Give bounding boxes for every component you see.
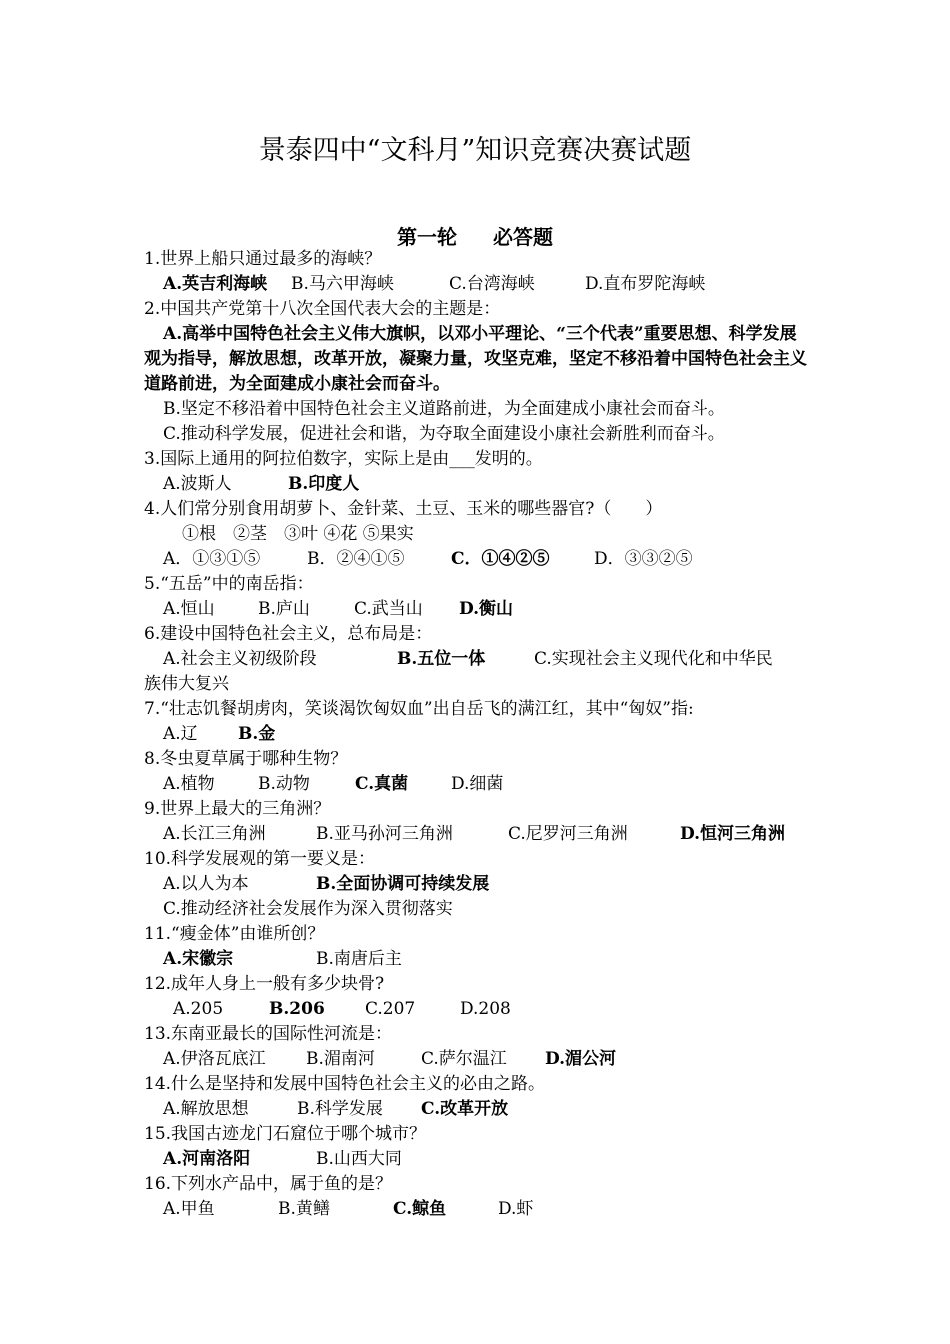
option-9-b: B.亚马孙河三角洲 bbox=[316, 824, 453, 844]
option-1-a: A.英吉利海峡 bbox=[163, 274, 268, 294]
option-5-b: B.庐山 bbox=[258, 599, 310, 619]
option-1-c: C.台湾海峡 bbox=[449, 274, 535, 294]
option-10-c: C.推动经济社会发展作为深入贯彻落实 bbox=[163, 899, 453, 919]
question-7: 7.“壮志饥餐胡虏肉，笑谈渴饮匈奴血”出自岳飞的满江红，其中“匈奴”指: bbox=[144, 699, 694, 719]
option-14-a: A.解放思想 bbox=[163, 1099, 249, 1119]
option-8-a: A.植物 bbox=[163, 774, 215, 794]
option-6-b: B.五位一体 bbox=[397, 649, 486, 669]
option-16-c: C.鲸鱼 bbox=[393, 1199, 447, 1219]
option-2-c: C.推动科学发展，促进社会和谐，为夺取全面建设小康社会新胜利而奋斗。 bbox=[163, 424, 725, 444]
exam-title: 景泰四中“文科月”知识竞赛决赛试题 bbox=[258, 135, 692, 166]
option-1-b: B.马六甲海峡 bbox=[291, 274, 394, 294]
options-4 bbox=[163, 547, 693, 572]
option-16-b: B.黄鳝 bbox=[278, 1199, 330, 1219]
options-11 bbox=[163, 947, 402, 972]
round-number: 第一轮 bbox=[397, 225, 457, 249]
options-10 bbox=[163, 872, 489, 897]
options-6 bbox=[163, 647, 773, 672]
option-15-b: B.山西大同 bbox=[316, 1149, 402, 1169]
option-6-c: C.实现社会主义现代化和中华民 bbox=[534, 649, 773, 669]
option-3-a: A.波斯人 bbox=[163, 474, 232, 494]
question-1: 1.世界上船只通过最多的海峡？ bbox=[144, 249, 382, 269]
question-10: 10.科学发展观的第一要义是： bbox=[144, 849, 376, 869]
option-10-b: B.全面协调可持续发展 bbox=[316, 874, 490, 894]
option-13-b: B.湄南河 bbox=[306, 1049, 375, 1069]
option-7-a: A.辽 bbox=[163, 724, 198, 744]
round-heading bbox=[0, 223, 950, 251]
option-16-d: D.虾 bbox=[498, 1199, 534, 1219]
question-14: 14.什么是坚持和发展中国特色社会主义的必由之路。 bbox=[144, 1074, 546, 1094]
option-8-d: D.细菌 bbox=[451, 774, 504, 794]
option-12-d: D.208 bbox=[460, 999, 511, 1019]
question-6: 6.建设中国特色社会主义，总布局是： bbox=[144, 624, 433, 644]
question-8: 8.冬虫夏草属于哪种生物？ bbox=[144, 749, 348, 769]
option-13-c: C.萨尔温江 bbox=[421, 1049, 507, 1069]
question-15: 15.我国古迹龙门石窟位于哪个城市？ bbox=[144, 1124, 427, 1144]
options-12 bbox=[173, 997, 511, 1022]
question-11: 11.“瘦金体”由谁所创？ bbox=[144, 924, 325, 944]
round-type: 必答题 bbox=[493, 225, 553, 249]
option-12-a: A.205 bbox=[173, 999, 224, 1019]
options-1 bbox=[163, 272, 705, 297]
question-13: 13.东南亚最长的国际性河流是： bbox=[144, 1024, 393, 1044]
option-9-d: D.恒河三角洲 bbox=[680, 824, 786, 844]
question-4: 4.人们常分别食用胡萝卜、金针菜、土豆、玉米的哪些器官?（ ） bbox=[144, 499, 663, 519]
question-3: 3.国际上通用的阿拉伯数字，实际上是由___发明的。 bbox=[144, 449, 543, 469]
option-12-b: B.206 bbox=[269, 999, 325, 1019]
option-5-c: C.武当山 bbox=[354, 599, 423, 619]
option-4-c: C．①④②⑤ bbox=[451, 549, 550, 569]
option-10-a: A.以人为本 bbox=[163, 874, 249, 894]
question-2: 2.中国共产党第十八次全国代表大会的主题是： bbox=[144, 299, 501, 319]
option-4-b: B．②④①⑤ bbox=[307, 549, 405, 569]
options-8 bbox=[163, 772, 503, 797]
question-9: 9.世界上最大的三角洲？ bbox=[144, 799, 331, 819]
options-7 bbox=[163, 722, 275, 747]
question-12: 12.成年人身上一般有多少块骨? bbox=[144, 974, 385, 994]
option-1-d: D.直布罗陀海峡 bbox=[585, 274, 706, 294]
options-9 bbox=[163, 822, 785, 847]
options-14 bbox=[163, 1097, 508, 1122]
option-2-a: A.高举中国特色社会主义伟大旗帜，以邓小平理论、“三个代表”重要思想、科学发展观为指导，解放思想，改革开放，凝聚力量，攻坚克难，坚定不移沿着中国特色社会主义道路前进，为全面建成小康社会而奋斗。 bbox=[144, 324, 807, 394]
options-5 bbox=[163, 597, 513, 622]
question-5: 5.“五岳”中的南岳指： bbox=[144, 574, 314, 594]
option-9-a: A.长江三角洲 bbox=[163, 824, 266, 844]
option-15-a: A.河南洛阳 bbox=[163, 1149, 251, 1169]
option-3-b: B.印度人 bbox=[288, 474, 360, 494]
option-12-c: C.207 bbox=[365, 999, 416, 1019]
option-4-a: A．①③①⑤ bbox=[163, 549, 261, 569]
options-3 bbox=[163, 472, 359, 497]
option-7-b: B.金 bbox=[238, 724, 276, 744]
option-16-a: A.甲鱼 bbox=[163, 1199, 215, 1219]
options-15 bbox=[163, 1147, 402, 1172]
option-4-d: D．③③②⑤ bbox=[594, 549, 693, 569]
option-5-d: D.衡山 bbox=[459, 599, 514, 619]
option-5-a: A.恒山 bbox=[163, 599, 215, 619]
option-11-a: A.宋徽宗 bbox=[163, 949, 234, 969]
option-8-c: C.真菌 bbox=[355, 774, 409, 794]
question-16: 16.下列水产品中，属于鱼的是？ bbox=[144, 1174, 393, 1194]
options-16 bbox=[163, 1197, 533, 1222]
option-8-b: B.动物 bbox=[258, 774, 310, 794]
option-13-a: A.伊洛瓦底江 bbox=[163, 1049, 266, 1069]
option-9-c: C.尼罗河三角洲 bbox=[508, 824, 628, 844]
option-14-b: B.科学发展 bbox=[297, 1099, 383, 1119]
option-2-b: B.坚定不移沿着中国特色社会主义道路前进，为全面建成小康社会而奋斗。 bbox=[163, 399, 725, 419]
option-13-d: D.湄公河 bbox=[545, 1049, 617, 1069]
option-6-c-continued: 族伟大复兴 bbox=[144, 674, 229, 694]
options-13 bbox=[163, 1047, 616, 1072]
option-6-a: A.社会主义初级阶段 bbox=[163, 649, 317, 669]
question-4-organs: ①根 ②茎 ③叶 ④花 ⑤果实 bbox=[182, 524, 414, 544]
option-11-b: B.南唐后主 bbox=[316, 949, 402, 969]
option-14-c: C.改革开放 bbox=[421, 1099, 509, 1119]
